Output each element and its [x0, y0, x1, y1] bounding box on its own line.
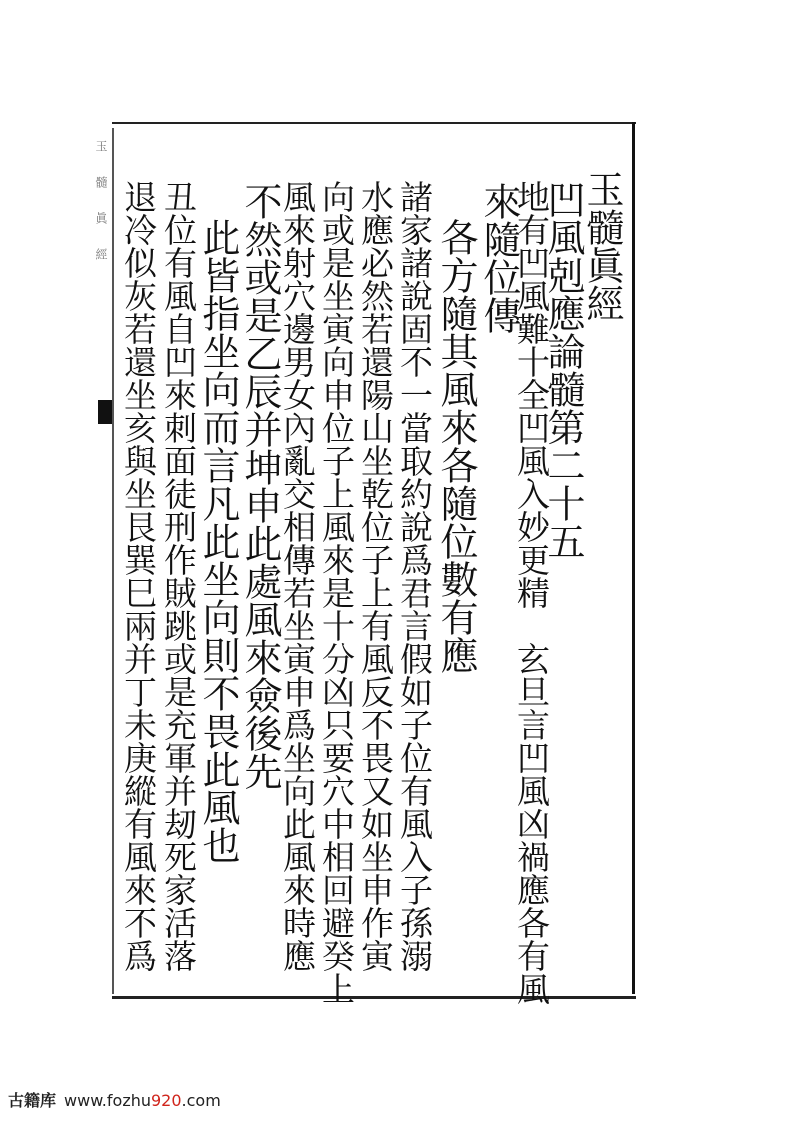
site-url-prefix: www.fozhu	[64, 1091, 151, 1110]
text-column-1: 地有凹風難十全凹風入妙更精 玄旦言凹風凶禍應各有風	[512, 180, 551, 1005]
text-column-10: 丑位有風自凹來刺面徒刑作賊跳或是充軍并刼死家活落	[159, 180, 198, 972]
right-border-rule	[632, 122, 635, 994]
text-column-2: 來隨位傳	[477, 182, 521, 334]
text-column-11: 退冷似灰若還坐亥與坐艮巽巳兩并丁未庚縱有風來不爲	[119, 180, 158, 972]
chapter-heading-column: 凹風剋應論髓第二十五	[541, 180, 585, 560]
text-column-3: 各方隨其風來各隨位數有應	[434, 218, 478, 674]
text-column-5: 水應必然若還陽山坐乾位子上有風反不畏又如坐申作寅	[356, 180, 395, 972]
book-title-column: 玉髓眞經	[580, 170, 624, 322]
site-url-number: 920	[151, 1091, 182, 1110]
text-column-8: 不然或是乙辰并坤申此處風來僉後先	[238, 182, 282, 790]
site-name: 古籍库	[8, 1091, 57, 1110]
gutter-title: 玉 髓 眞 經	[94, 140, 108, 266]
text-column-6: 向或是坐寅向申位子上風來是十分凶只要穴中相回避癸上	[317, 180, 356, 1005]
text-column-9: 此皆指坐向而言凡此坐向則不畏此風也	[196, 218, 240, 864]
text-column-7: 風來射穴邊男女內亂交相傳若坐寅申爲坐向此風來時應	[278, 180, 317, 972]
text-column-4: 諸家諸說固不一當取約說爲君言假如子位有風入子孫溺	[395, 180, 434, 972]
site-footer	[8, 1088, 221, 1111]
left-border-rule	[112, 128, 114, 994]
site-url-suffix: .com	[181, 1091, 221, 1110]
